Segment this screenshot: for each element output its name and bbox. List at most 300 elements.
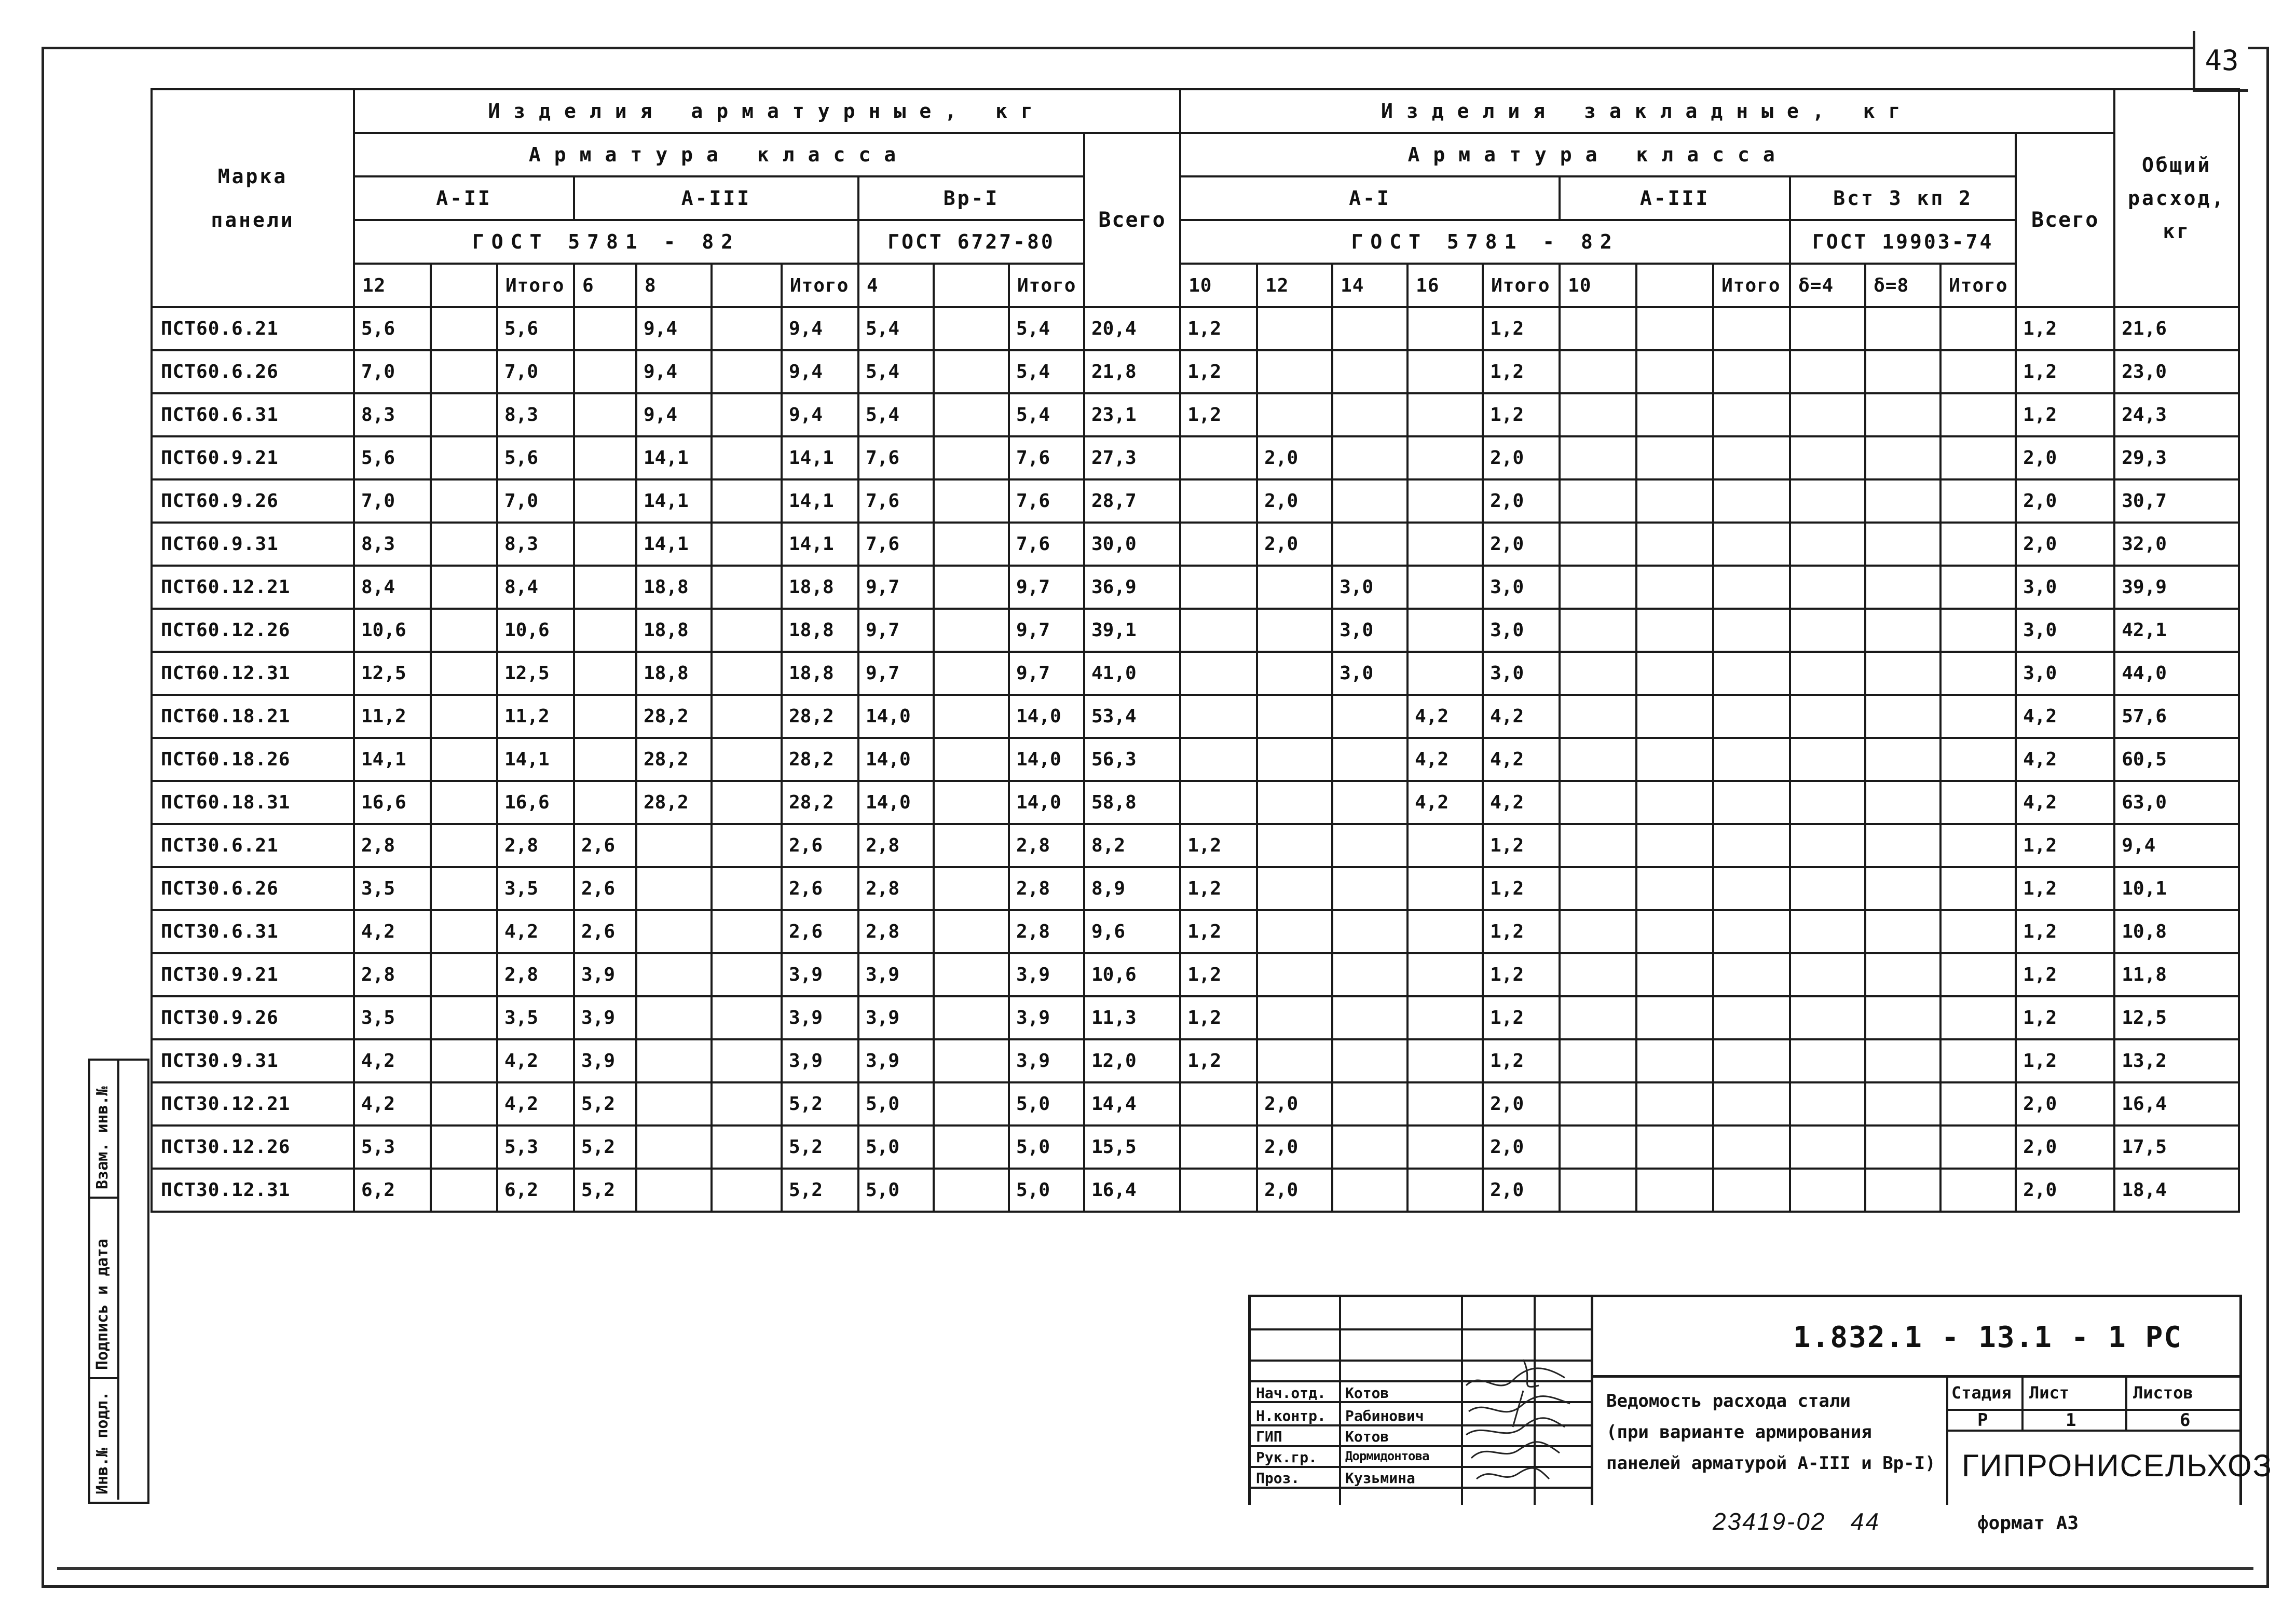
cell-e10 <box>1180 523 1257 566</box>
empty-cell <box>1790 393 1865 436</box>
empty-cell <box>934 393 1009 436</box>
empty-cell <box>1713 652 1790 695</box>
cell-a3-tot: 14,1 <box>782 479 858 523</box>
empty-cell <box>1865 953 1940 996</box>
cell-a2-12: 3,5 <box>354 996 431 1039</box>
cell-a3-8: 14,1 <box>636 436 712 479</box>
cell-a3-6 <box>574 652 636 695</box>
role-label: Н.контр. <box>1256 1407 1326 1424</box>
empty-cell <box>712 523 782 566</box>
cell-bp-4: 5,4 <box>858 393 934 436</box>
cell-a2-tot: 7,0 <box>497 479 574 523</box>
cell-e10 <box>1180 652 1257 695</box>
cell-a2-tot: 3,5 <box>497 996 574 1039</box>
cell-a3-tot: 18,8 <box>782 609 858 652</box>
sub-col: δ=8 <box>1865 264 1940 307</box>
empty-cell <box>712 867 782 910</box>
cell-a2-tot: 4,2 <box>497 1082 574 1125</box>
cell-a2-tot: 2,8 <box>497 824 574 867</box>
empty-cell <box>1790 1039 1865 1082</box>
empty-cell <box>934 1169 1009 1212</box>
empty-cell <box>934 824 1009 867</box>
cell-a3-6: 2,6 <box>574 867 636 910</box>
empty-cell <box>1636 307 1713 350</box>
cell-sum2: 2,0 <box>2016 1082 2114 1125</box>
cell-a2-12: 4,2 <box>354 1082 431 1125</box>
cell-a3-tot: 18,8 <box>782 652 858 695</box>
cell-e10: 1,2 <box>1180 393 1257 436</box>
cell-bp-tot: 5,4 <box>1009 350 1084 393</box>
cell-bp-tot: 5,4 <box>1009 307 1084 350</box>
cell-e12: 2,0 <box>1257 523 1332 566</box>
cell-a3-6 <box>574 566 636 609</box>
cell-e12 <box>1257 1039 1332 1082</box>
cell-a2-12: 4,2 <box>354 910 431 953</box>
sub-col: Итого <box>497 264 574 307</box>
reinf-BpI-header: Вр-I <box>858 176 1084 220</box>
empty-cell <box>1636 609 1713 652</box>
table-row <box>152 609 2239 652</box>
embedded-total-header: Всего <box>2016 133 2114 307</box>
cell-a3-tot: 2,6 <box>782 867 858 910</box>
cell-a3-tot: 5,2 <box>782 1125 858 1169</box>
cell-sum2: 1,2 <box>2016 910 2114 953</box>
mark-label-line2: панели <box>211 209 295 231</box>
cell-bp-tot: 14,0 <box>1009 738 1084 781</box>
cell-a3-8 <box>636 953 712 996</box>
overall-label-line3: кг <box>2163 220 2191 243</box>
cell-e14 <box>1332 910 1407 953</box>
empty-cell <box>712 1125 782 1169</box>
empty-cell <box>1940 781 2016 824</box>
panel-mark: ПСТ60.18.26 <box>152 738 354 781</box>
empty-cell <box>712 1169 782 1212</box>
cell-a2-tot: 8,3 <box>497 393 574 436</box>
empty-cell <box>712 479 782 523</box>
cell-a3-tot: 9,4 <box>782 307 858 350</box>
cell-e12: 2,0 <box>1257 436 1332 479</box>
sub-col: Итого <box>1483 264 1560 307</box>
cell-total: 42,1 <box>2114 609 2239 652</box>
empty-cell <box>1713 695 1790 738</box>
empty-cell <box>934 1125 1009 1169</box>
cell-bp-4: 5,0 <box>858 1125 934 1169</box>
table-row <box>152 307 2239 350</box>
cell-sum2: 2,0 <box>2016 523 2114 566</box>
class-embedded-header: Арматура класса <box>1180 133 2016 176</box>
empty-cell <box>934 350 1009 393</box>
cell-total: 39,9 <box>2114 566 2239 609</box>
panel-mark: ПСТ60.18.31 <box>152 781 354 824</box>
cell-e14 <box>1332 393 1407 436</box>
empty-cell <box>1790 307 1865 350</box>
format-label: формат А3 <box>1977 1513 2079 1534</box>
empty-cell <box>1865 307 1940 350</box>
cell-e10 <box>1180 1082 1257 1125</box>
empty-cell <box>431 523 497 566</box>
cell-a3-6: 3,9 <box>574 953 636 996</box>
cell-a3-8: 14,1 <box>636 479 712 523</box>
steel-consumption-table <box>151 88 2240 1213</box>
cell-e14 <box>1332 996 1407 1039</box>
empty-cell <box>934 910 1009 953</box>
empty-cell <box>1865 609 1940 652</box>
empty-cell <box>431 652 497 695</box>
empty-cell <box>1790 350 1865 393</box>
empty-cell <box>431 1169 497 1212</box>
cell-sum2: 1,2 <box>2016 393 2114 436</box>
empty-cell <box>431 996 497 1039</box>
empty-cell <box>1713 307 1790 350</box>
table-row <box>152 479 2239 523</box>
class-reinf-header: Арматура класса <box>354 133 1084 176</box>
cell-a2-12: 11,2 <box>354 695 431 738</box>
sub-col: 12 <box>1257 264 1332 307</box>
cell-bp-4: 5,0 <box>858 1082 934 1125</box>
cell-a3-6: 3,9 <box>574 996 636 1039</box>
inventory-number: 23419-02 44 <box>1713 1508 1880 1535</box>
cell-e10 <box>1180 1125 1257 1169</box>
empty-cell <box>1636 738 1713 781</box>
role-name: Котов <box>1345 1384 1389 1402</box>
empty-cell <box>1940 652 2016 695</box>
stage-value: Р <box>1977 1410 1988 1431</box>
cell-e14 <box>1332 350 1407 393</box>
cell-a3-8: 14,1 <box>636 523 712 566</box>
cell-e14: 3,0 <box>1332 609 1407 652</box>
empty-cell <box>1560 824 1636 867</box>
cell-a2-tot: 8,4 <box>497 566 574 609</box>
panel-mark: ПСТ60.9.26 <box>152 479 354 523</box>
empty-cell <box>1713 824 1790 867</box>
empty-cell <box>1636 695 1713 738</box>
cell-bp-tot: 7,6 <box>1009 479 1084 523</box>
empty-cell <box>1713 781 1790 824</box>
cell-a3-tot: 28,2 <box>782 695 858 738</box>
cell-total: 18,4 <box>2114 1169 2239 1212</box>
cell-a2-12: 2,8 <box>354 824 431 867</box>
cell-a3-6 <box>574 781 636 824</box>
panel-mark: ПСТ30.9.21 <box>152 953 354 996</box>
empty-cell <box>934 523 1009 566</box>
cell-sum2: 4,2 <box>2016 695 2114 738</box>
sheet-value: 1 <box>2066 1410 2076 1431</box>
sub-col: Итого <box>1009 264 1084 307</box>
empty-cell <box>1713 436 1790 479</box>
empty-cell <box>1865 1039 1940 1082</box>
empty-cell <box>1713 1039 1790 1082</box>
cell-e16 <box>1407 652 1483 695</box>
cell-e12 <box>1257 996 1332 1039</box>
empty-cell <box>1865 436 1940 479</box>
cell-e12: 2,0 <box>1257 479 1332 523</box>
cell-a3-6 <box>574 523 636 566</box>
cell-e12 <box>1257 652 1332 695</box>
cell-e16 <box>1407 307 1483 350</box>
panel-mark: ПСТ60.6.31 <box>152 393 354 436</box>
cell-bp-4: 5,4 <box>858 307 934 350</box>
sheets-label: Листов <box>2133 1383 2193 1403</box>
panel-mark: ПСТ60.6.21 <box>152 307 354 350</box>
table-row <box>152 738 2239 781</box>
sub-col: 12 <box>354 264 431 307</box>
bottom-frame-line <box>57 1567 2253 1570</box>
empty-cell <box>1865 652 1940 695</box>
empty-cell <box>1940 523 2016 566</box>
cell-total: 63,0 <box>2114 781 2239 824</box>
empty-cell <box>1790 781 1865 824</box>
cell-sum2: 1,2 <box>2016 824 2114 867</box>
cell-e10 <box>1180 1169 1257 1212</box>
cell-e14 <box>1332 953 1407 996</box>
cell-a2-12: 8,4 <box>354 566 431 609</box>
cell-sum2: 2,0 <box>2016 436 2114 479</box>
empty-cell <box>934 867 1009 910</box>
cell-e14 <box>1332 1125 1407 1169</box>
gost-5781-emb-header: ГОСТ 5781 - 82 <box>1180 220 1790 264</box>
empty-cell <box>1636 393 1713 436</box>
cell-sum1: 11,3 <box>1084 996 1180 1039</box>
empty-cell <box>1636 566 1713 609</box>
cell-e10 <box>1180 609 1257 652</box>
cell-etot: 2,0 <box>1483 436 1560 479</box>
emb-AI-header: А-I <box>1180 176 1560 220</box>
cell-bp-tot: 5,4 <box>1009 393 1084 436</box>
cell-e14 <box>1332 1169 1407 1212</box>
cell-e16: 4,2 <box>1407 738 1483 781</box>
reinf-AII-header: А-II <box>354 176 574 220</box>
cell-e14 <box>1332 523 1407 566</box>
cell-a2-tot: 8,3 <box>497 523 574 566</box>
empty-cell <box>1560 307 1636 350</box>
empty-cell <box>1560 1169 1636 1212</box>
empty-cell <box>1636 1125 1713 1169</box>
cell-bp-4: 14,0 <box>858 695 934 738</box>
cell-a2-12: 2,8 <box>354 953 431 996</box>
empty-cell <box>712 1039 782 1082</box>
empty-cell <box>1940 824 2016 867</box>
cell-bp-tot: 5,0 <box>1009 1125 1084 1169</box>
sub-col: δ=4 <box>1790 264 1865 307</box>
empty-cell <box>1560 738 1636 781</box>
empty-cell <box>1790 479 1865 523</box>
empty-cell <box>1636 1039 1713 1082</box>
cell-a3-8 <box>636 996 712 1039</box>
role-label: ГИП <box>1256 1428 1282 1445</box>
cell-bp-tot: 2,8 <box>1009 824 1084 867</box>
cell-bp-tot: 9,7 <box>1009 609 1084 652</box>
empty-cell <box>934 307 1009 350</box>
empty-cell <box>1636 652 1713 695</box>
cell-a3-6 <box>574 307 636 350</box>
vzam-inv-label: Взам. инв.№ <box>93 1086 112 1189</box>
sub-col: 4 <box>858 264 934 307</box>
cell-a3-tot: 14,1 <box>782 436 858 479</box>
cell-sum1: 39,1 <box>1084 609 1180 652</box>
empty-cell <box>1713 738 1790 781</box>
cell-e14 <box>1332 1082 1407 1125</box>
cell-a3-6 <box>574 350 636 393</box>
empty-cell <box>1560 479 1636 523</box>
empty-cell <box>1636 996 1713 1039</box>
empty-cell <box>1560 393 1636 436</box>
sub-col <box>1636 264 1713 307</box>
cell-total: 21,6 <box>2114 307 2239 350</box>
cell-e16 <box>1407 609 1483 652</box>
cell-sum1: 36,9 <box>1084 566 1180 609</box>
cell-e16 <box>1407 436 1483 479</box>
cell-a3-8 <box>636 1125 712 1169</box>
empty-cell <box>431 824 497 867</box>
sheet-label: Лист <box>2029 1383 2070 1403</box>
cell-e12: 2,0 <box>1257 1082 1332 1125</box>
table-row <box>152 652 2239 695</box>
empty-cell <box>1636 523 1713 566</box>
empty-cell <box>431 1039 497 1082</box>
sub-col: 6 <box>574 264 636 307</box>
empty-cell <box>1790 824 1865 867</box>
empty-cell <box>1636 953 1713 996</box>
empty-cell <box>934 738 1009 781</box>
empty-cell <box>712 393 782 436</box>
panel-mark: ПСТ60.12.21 <box>152 566 354 609</box>
empty-cell <box>1865 824 1940 867</box>
cell-total: 10,1 <box>2114 867 2239 910</box>
cell-e10 <box>1180 781 1257 824</box>
empty-cell <box>431 479 497 523</box>
cell-e10 <box>1180 479 1257 523</box>
emb-vst-header: Вст 3 кп 2 <box>1790 176 2016 220</box>
empty-cell <box>1865 523 1940 566</box>
empty-cell <box>1790 910 1865 953</box>
empty-cell <box>712 1082 782 1125</box>
organization: ГИПРОНИСЕЛЬХОЗ <box>1962 1448 2273 1483</box>
cell-a3-tot: 9,4 <box>782 393 858 436</box>
cell-e12 <box>1257 910 1332 953</box>
title-block <box>1248 1295 2273 1505</box>
cell-a2-12: 10,6 <box>354 609 431 652</box>
panel-mark: ПСТ30.9.31 <box>152 1039 354 1082</box>
cell-a3-6 <box>574 393 636 436</box>
cell-e16 <box>1407 1039 1483 1082</box>
cell-e12 <box>1257 824 1332 867</box>
cell-e16 <box>1407 910 1483 953</box>
panel-mark: ПСТ60.18.21 <box>152 695 354 738</box>
cell-sum2: 4,2 <box>2016 738 2114 781</box>
binding-strip <box>88 1059 149 1504</box>
empty-cell <box>1865 479 1940 523</box>
empty-cell <box>1940 738 2016 781</box>
cell-sum1: 28,7 <box>1084 479 1180 523</box>
cell-etot: 2,0 <box>1483 1125 1560 1169</box>
cell-e10 <box>1180 738 1257 781</box>
cell-a2-12: 8,3 <box>354 393 431 436</box>
cell-sum1: 14,4 <box>1084 1082 1180 1125</box>
cell-a3-6: 2,6 <box>574 824 636 867</box>
cell-bp-4: 2,8 <box>858 867 934 910</box>
cell-a2-12: 4,2 <box>354 1039 431 1082</box>
empty-cell <box>1560 781 1636 824</box>
cell-a2-tot: 2,8 <box>497 953 574 996</box>
title-line2: (при варианте армирования <box>1606 1422 1872 1443</box>
cell-bp-tot: 9,7 <box>1009 566 1084 609</box>
empty-cell <box>1940 695 2016 738</box>
empty-cell <box>1560 695 1636 738</box>
cell-a3-8 <box>636 1169 712 1212</box>
sub-col: 10 <box>1560 264 1636 307</box>
empty-cell <box>1636 867 1713 910</box>
cell-e12 <box>1257 953 1332 996</box>
empty-cell <box>712 652 782 695</box>
podpis-data-cell <box>90 1197 119 1379</box>
overall-label-line2: расход, <box>2128 187 2226 210</box>
table-row <box>152 824 2239 867</box>
panel-mark: ПСТ30.6.21 <box>152 824 354 867</box>
cell-e12 <box>1257 738 1332 781</box>
empty-cell <box>1636 1082 1713 1125</box>
sub-col <box>431 264 497 307</box>
cell-e14 <box>1332 867 1407 910</box>
cell-a3-8 <box>636 824 712 867</box>
empty-cell <box>1560 350 1636 393</box>
cell-bp-4: 9,7 <box>858 609 934 652</box>
table-body <box>152 307 2239 1212</box>
sub-col: Итого <box>1713 264 1790 307</box>
cell-sum1: 20,4 <box>1084 307 1180 350</box>
cell-bp-4: 14,0 <box>858 781 934 824</box>
empty-cell <box>1940 1082 2016 1125</box>
empty-cell <box>1940 996 2016 1039</box>
vzam-inv-cell <box>90 1061 119 1199</box>
cell-e10: 1,2 <box>1180 307 1257 350</box>
cell-a2-tot: 4,2 <box>497 1039 574 1082</box>
empty-cell <box>934 436 1009 479</box>
gost-5781-header: ГОСТ 5781 - 82 <box>354 220 858 264</box>
empty-cell <box>431 609 497 652</box>
cell-sum2: 1,2 <box>2016 1039 2114 1082</box>
cell-sum2: 1,2 <box>2016 867 2114 910</box>
cell-etot: 1,2 <box>1483 1039 1560 1082</box>
panel-mark: ПСТ30.6.26 <box>152 867 354 910</box>
empty-cell <box>1940 436 2016 479</box>
cell-a3-6: 2,6 <box>574 910 636 953</box>
empty-cell <box>1865 1169 1940 1212</box>
role-name: Кузьмина <box>1345 1470 1415 1487</box>
cell-sum1: 53,4 <box>1084 695 1180 738</box>
cell-etot: 2,0 <box>1483 1169 1560 1212</box>
cell-a3-tot: 28,2 <box>782 738 858 781</box>
cell-a2-12: 7,0 <box>354 350 431 393</box>
cell-a2-tot: 11,2 <box>497 695 574 738</box>
empty-cell <box>712 436 782 479</box>
cell-a3-6: 3,9 <box>574 1039 636 1082</box>
cell-a2-tot: 5,6 <box>497 436 574 479</box>
empty-cell <box>1790 652 1865 695</box>
empty-cell <box>712 738 782 781</box>
empty-cell <box>1865 996 1940 1039</box>
panel-mark: ПСТ60.12.26 <box>152 609 354 652</box>
empty-cell <box>1713 1082 1790 1125</box>
empty-cell <box>712 910 782 953</box>
cell-etot: 1,2 <box>1483 307 1560 350</box>
cell-sum2: 3,0 <box>2016 566 2114 609</box>
cell-sum2: 1,2 <box>2016 996 2114 1039</box>
cell-e12: 2,0 <box>1257 1125 1332 1169</box>
cell-a3-8: 18,8 <box>636 652 712 695</box>
table-row <box>152 867 2239 910</box>
cell-a3-tot: 2,6 <box>782 910 858 953</box>
empty-cell <box>1790 566 1865 609</box>
